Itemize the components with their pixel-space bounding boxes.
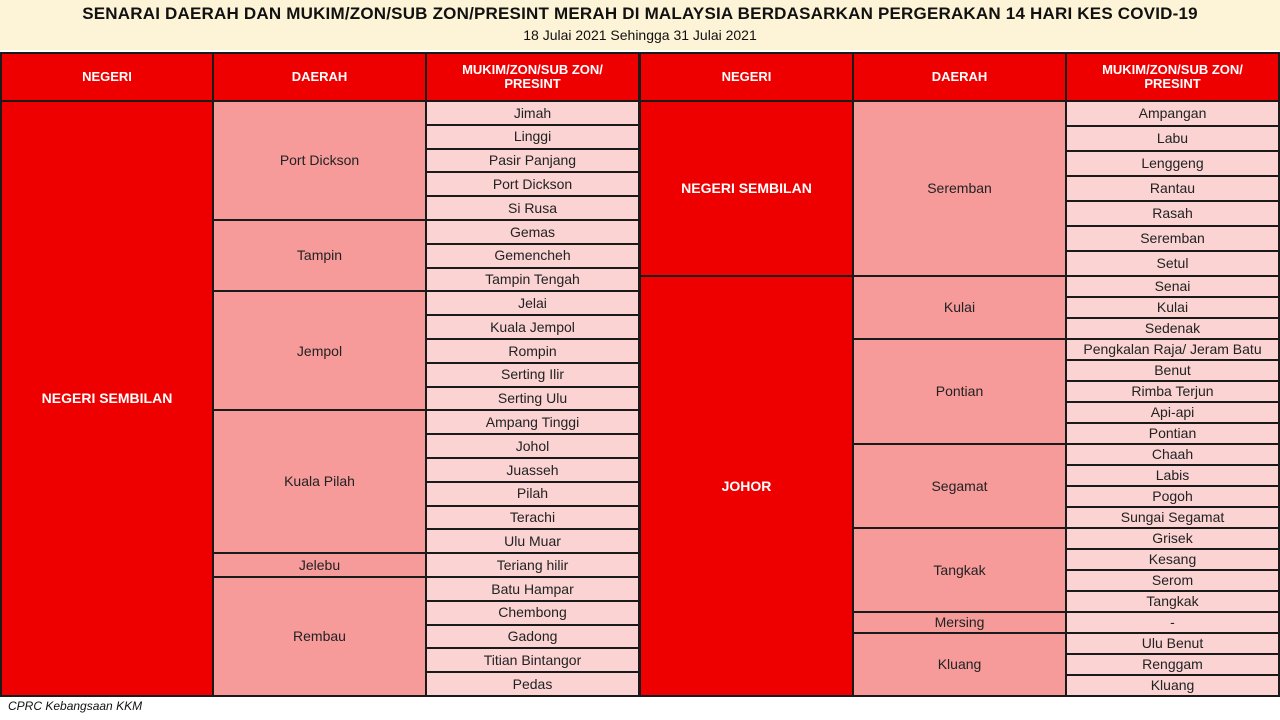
mukim-cell: Serting Ulu bbox=[427, 388, 638, 410]
mukim-cell: Kluang bbox=[1067, 676, 1278, 695]
mukim-cell: Rimba Terjun bbox=[1067, 382, 1278, 401]
column-header-daerah: DAERAH bbox=[214, 54, 425, 100]
daerah-cell: Rembau bbox=[214, 578, 425, 695]
mukim-cell: Titian Bintangor bbox=[427, 649, 638, 671]
mukim-cell: Pengkalan Raja/ Jeram Batu bbox=[1067, 340, 1278, 359]
page-title: SENARAI DAERAH DAN MUKIM/ZON/SUB ZON/PRESINT MERAH DI MALAYSIA BERDASARKAN PERGERAKAN 14 HARI KES COVID-19 bbox=[82, 4, 1198, 23]
daerah-cell: Port Dickson bbox=[214, 102, 425, 219]
daerah-cell: Kulai bbox=[854, 277, 1065, 338]
mukim-cell: Serom bbox=[1067, 571, 1278, 590]
mukim-cell: Kulai bbox=[1067, 298, 1278, 317]
mukim-cell: Serting Ilir bbox=[427, 364, 638, 386]
mukim-cell: Pontian bbox=[1067, 424, 1278, 443]
column-header-daerah: DAERAH bbox=[854, 54, 1065, 100]
daerah-cell: Mersing bbox=[854, 613, 1065, 632]
mukim-cell: Ampangan bbox=[1067, 102, 1278, 125]
mukim-cell: Gemas bbox=[427, 221, 638, 243]
mukim-cell: Chembong bbox=[427, 602, 638, 624]
column-header-negeri: NEGERI bbox=[641, 54, 852, 100]
mukim-cell: Grisek bbox=[1067, 529, 1278, 548]
column-header-mukim: MUKIM/ZON/SUB ZON/ PRESINT bbox=[427, 54, 638, 100]
mukim-cell: Setul bbox=[1067, 252, 1278, 275]
mukim-cell: Batu Hampar bbox=[427, 578, 638, 600]
mukim-cell: Jelai bbox=[427, 292, 638, 314]
daerah-cell: Pontian bbox=[854, 340, 1065, 443]
mukim-cell: Rasah bbox=[1067, 202, 1278, 225]
mukim-cell: Juasseh bbox=[427, 459, 638, 481]
mukim-cell: Port Dickson bbox=[427, 173, 638, 195]
mukim-cell: Gemencheh bbox=[427, 245, 638, 267]
mukim-cell: Senai bbox=[1067, 277, 1278, 296]
mukim-cell: Teriang hilir bbox=[427, 554, 638, 576]
mukim-cell: Rantau bbox=[1067, 177, 1278, 200]
mukim-cell: Ulu Benut bbox=[1067, 634, 1278, 653]
mukim-cell: Pilah bbox=[427, 483, 638, 505]
mukim-cell: Pasir Panjang bbox=[427, 150, 638, 172]
mukim-cell: Tangkak bbox=[1067, 592, 1278, 611]
daerah-cell: Segamat bbox=[854, 445, 1065, 527]
mukim-cell: Renggam bbox=[1067, 655, 1278, 674]
daerah-cell: Kuala Pilah bbox=[214, 411, 425, 552]
mukim-cell: Ulu Muar bbox=[427, 530, 638, 552]
mukim-cell: Linggi bbox=[427, 126, 638, 148]
mukim-cell: Labis bbox=[1067, 466, 1278, 485]
daerah-cell: Jempol bbox=[214, 292, 425, 409]
mukim-cell: Pedas bbox=[427, 673, 638, 695]
mukim-cell: Gadong bbox=[427, 626, 638, 648]
negeri-cell: NEGERI SEMBILAN bbox=[2, 102, 212, 695]
mukim-cell: Kesang bbox=[1067, 550, 1278, 569]
negeri-cell: NEGERI SEMBILAN bbox=[641, 102, 852, 275]
daerah-cell: Seremban bbox=[854, 102, 1065, 275]
daerah-cell: Tampin bbox=[214, 221, 425, 290]
mukim-cell: Kuala Jempol bbox=[427, 316, 638, 338]
daerah-cell: Jelebu bbox=[214, 554, 425, 576]
mukim-cell: Sedenak bbox=[1067, 319, 1278, 338]
mukim-cell: Lenggeng bbox=[1067, 152, 1278, 175]
column-header-mukim: MUKIM/ZON/SUB ZON/ PRESINT bbox=[1067, 54, 1278, 100]
daerah-cell: Tangkak bbox=[854, 529, 1065, 611]
daerah-cell: Kluang bbox=[854, 634, 1065, 695]
mukim-cell: Ampang Tinggi bbox=[427, 411, 638, 433]
left-table bbox=[0, 52, 640, 697]
mukim-cell: Rompin bbox=[427, 340, 638, 362]
mukim-cell: Seremban bbox=[1067, 227, 1278, 250]
mukim-cell: Sungai Segamat bbox=[1067, 508, 1278, 527]
column-header-negeri: NEGERI bbox=[2, 54, 212, 100]
mukim-cell: Labu bbox=[1067, 127, 1278, 150]
mukim-cell: Jimah bbox=[427, 102, 638, 124]
mukim-cell: Benut bbox=[1067, 361, 1278, 380]
mukim-cell: Terachi bbox=[427, 507, 638, 529]
right-table bbox=[639, 52, 1280, 697]
negeri-cell: JOHOR bbox=[641, 277, 852, 695]
mukim-cell: Api-api bbox=[1067, 403, 1278, 422]
mukim-cell: Chaah bbox=[1067, 445, 1278, 464]
mukim-cell: Johol bbox=[427, 435, 638, 457]
page-subtitle: 18 Julai 2021 Sehingga 31 Julai 2021 bbox=[523, 27, 757, 43]
mukim-cell: Tampin Tengah bbox=[427, 269, 638, 291]
mukim-cell: - bbox=[1067, 613, 1278, 632]
mukim-cell: Pogoh bbox=[1067, 487, 1278, 506]
mukim-cell: Si Rusa bbox=[427, 197, 638, 219]
footer-source: CPRC Kebangsaan KKM bbox=[8, 699, 143, 713]
